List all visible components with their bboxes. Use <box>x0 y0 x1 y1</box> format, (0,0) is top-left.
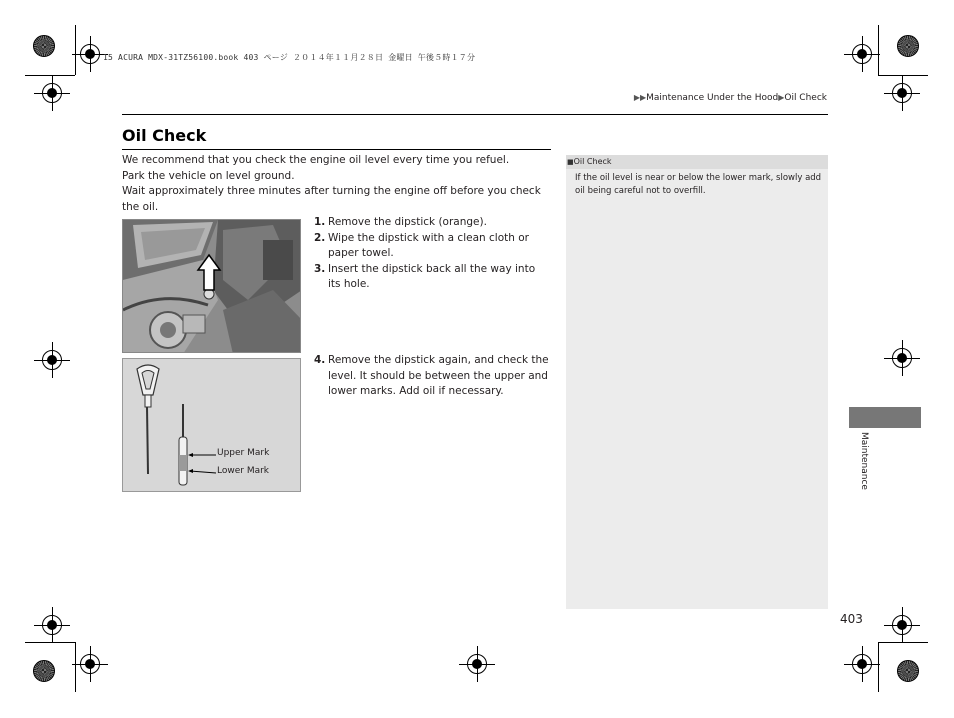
sidebar-heading-text: Oil Check <box>573 157 612 166</box>
section-tab-label: Maintenance <box>859 432 869 490</box>
breadcrumb-current: Oil Check <box>784 93 827 103</box>
step-item <box>314 231 549 262</box>
print-header: 15 ACURA MDX-31TZ56100.book 403 ページ ２０１４年１１月２８日 金曜日 午後５時１７分 <box>103 53 476 62</box>
engine-photo-icon <box>123 220 301 353</box>
header-rule <box>122 114 828 115</box>
step-number: 4. <box>314 354 326 366</box>
step-number: 1. <box>314 216 326 228</box>
breadcrumb-section: Maintenance Under the Hood <box>646 93 779 103</box>
intro-paragraph: We recommend that you check the engine oil level every time you refuel. <box>122 154 510 166</box>
dipstick-icon <box>123 359 302 493</box>
color-rosette-icon <box>33 35 55 57</box>
page-number: 403 <box>840 612 863 626</box>
lower-mark-label: Lower Mark <box>217 466 270 476</box>
color-rosette-icon <box>33 660 55 682</box>
step-text: Insert the dipstick back all the way into its hole. <box>328 262 536 290</box>
upper-mark-label: Upper Mark <box>217 448 270 458</box>
sidebar-note <box>566 155 828 609</box>
breadcrumb <box>634 93 827 103</box>
title-rule <box>122 149 551 150</box>
steps-list <box>314 353 549 400</box>
color-rosette-icon <box>897 660 919 682</box>
sidebar-heading <box>566 155 828 169</box>
dipstick-diagram <box>122 358 301 492</box>
breadcrumb-arrow-icon: ▶▶ <box>633 93 647 102</box>
color-rosette-icon <box>897 35 919 57</box>
section-tab <box>849 407 921 428</box>
engine-photo <box>122 219 301 353</box>
step-item <box>314 353 549 400</box>
intro-text <box>122 153 552 215</box>
steps-list <box>314 215 549 293</box>
step-number: 3. <box>314 262 326 275</box>
step-text: Wipe the dipstick with a clean cloth or paper towel. <box>328 231 529 259</box>
step-text: Remove the dipstick (orange). <box>328 216 487 228</box>
page-title: Oil Check <box>122 126 207 145</box>
step-item <box>314 215 549 231</box>
breadcrumb-separator-icon: ▶ <box>778 93 785 102</box>
step-number: 2. <box>314 231 326 244</box>
step-item <box>314 262 549 293</box>
sidebar-text: If the oil level is near or below the lower mark, slowly add oil being careful not to overfill. <box>575 173 822 196</box>
note-icon: ■ <box>567 158 574 166</box>
intro-paragraph: Wait approximately three minutes after turning the engine off before you check the oil. <box>122 185 541 213</box>
step-text: Remove the dipstick again, and check the level. It should be between the upper and lower marks. Add oil if necessary. <box>328 354 549 397</box>
intro-paragraph: Park the vehicle on level ground. <box>122 169 295 182</box>
